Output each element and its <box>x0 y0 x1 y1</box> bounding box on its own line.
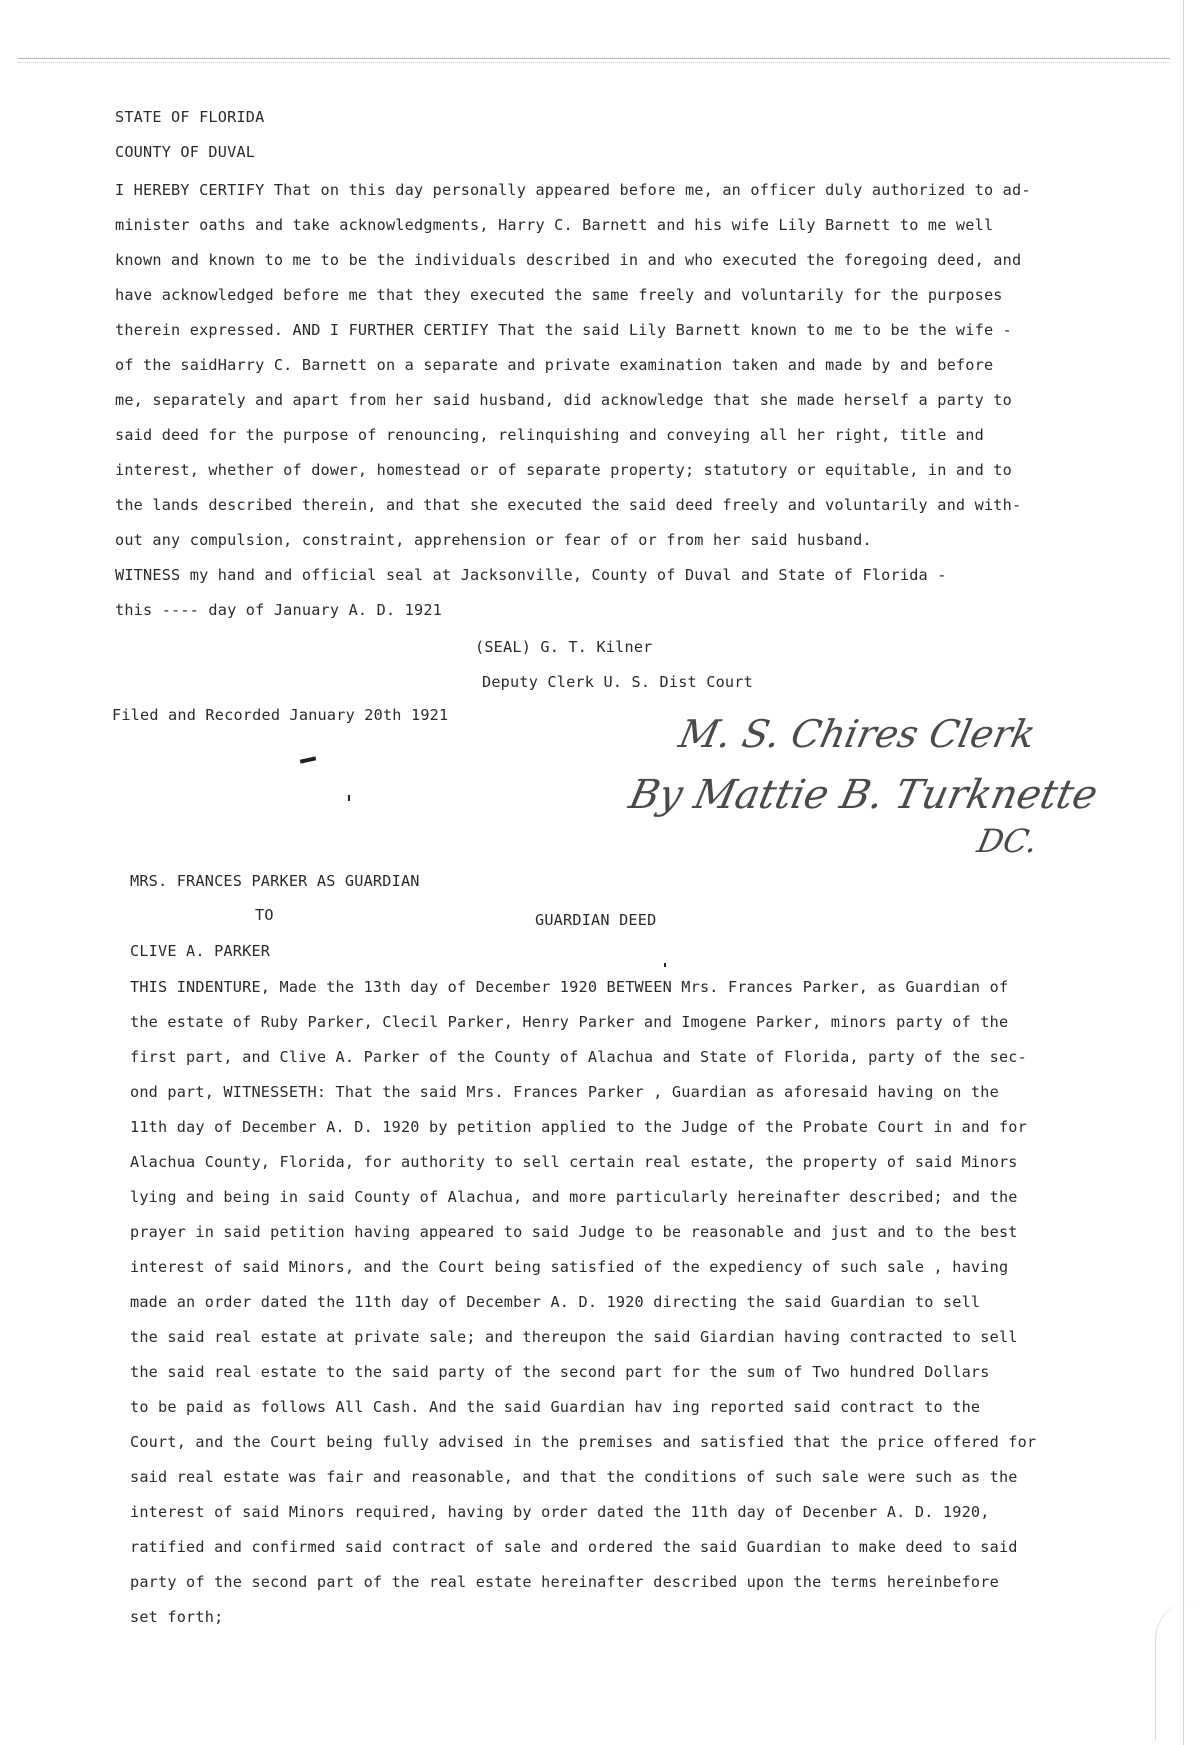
deed-line: Court, and the Court being fully advised in the premises and satisfied that the price offered for <box>130 1433 1037 1451</box>
clerk-signature: M. S. Chires Clerk <box>675 712 1040 756</box>
deed-line: Alachua County, Florida, for authority to sell certain real estate, the property of said Minors <box>130 1153 1018 1171</box>
page-right-edge <box>1183 0 1184 1745</box>
county-heading: COUNTY OF DUVAL <box>115 143 256 161</box>
deed-type-heading: GUARDIAN DEED <box>535 911 657 929</box>
deed-line: the said real estate to the said party of the second part for the sum of Two hundred Dollars <box>130 1363 990 1381</box>
ack-line: this ---- day of January A. D. 1921 <box>115 601 443 619</box>
ack-line: known and known to me to be the individuals described in and who executed the foregoing deed, and <box>115 251 1022 269</box>
top-edge-rule-secondary <box>18 62 1170 63</box>
grantee-heading: CLIVE A. PARKER <box>130 942 271 960</box>
ack-line: have acknowledged before me that they executed the same freely and voluntarily for the purposes <box>115 286 1003 304</box>
deputy-signature: By Mattie B. Turknette <box>625 772 1102 818</box>
deed-line: interest of said Minors required, having by order dated the 11th day of Decenber A. D. 1920, <box>130 1503 990 1521</box>
deed-line: ratified and confirmed said contract of sale and ordered the said Guardian to make deed to said <box>130 1538 1018 1556</box>
grantor-heading: MRS. FRANCES PARKER AS GUARDIAN <box>130 872 420 890</box>
ack-line: WITNESS my hand and official seal at Jacksonville, County of Duval and State of Florida - <box>115 566 947 584</box>
deed-line: the said real estate at private sale; and thereupon the said Giardian having contracted to sell <box>130 1328 1018 1346</box>
ack-line: I HEREBY CERTIFY That on this day personally appeared before me, an officer duly authorized to ad- <box>115 181 1031 199</box>
ack-line: interest, whether of dower, homestead or of separate property; statutory or equitable, in and to <box>115 461 1012 479</box>
ack-line: said deed for the purpose of renouncing, relinquishing and conveying all her right, title and <box>115 426 984 444</box>
deed-line: party of the second part of the real estate hereinafter described upon the terms hereinbefore <box>130 1573 999 1591</box>
deed-line: lying and being in said County of Alachua, and more particularly hereinafter described; and the <box>130 1188 1018 1206</box>
seal-signature-line: (SEAL) G. T. Kilner <box>475 638 653 656</box>
ack-line: out any compulsion, constraint, apprehension or fear of or from her said husband. <box>115 531 872 549</box>
deed-line: THIS INDENTURE, Made the 13th day of December 1920 BETWEEN Mrs. Frances Parker, as Guardian of <box>130 978 1009 996</box>
ack-line: therein expressed. AND I FURTHER CERTIFY That the said Lily Barnett known to me to be the wife - <box>115 321 1012 339</box>
deed-line: interest of said Minors, and the Court being satisfied of the expediency of such sale , having <box>130 1258 1009 1276</box>
ink-dot <box>348 795 350 801</box>
ink-dot <box>664 963 666 967</box>
ack-line: of the saidHarry C. Barnett on a separate and private examination taken and made by and before <box>115 356 994 374</box>
deed-line: set forth; <box>130 1608 224 1626</box>
dc-signature-mark: DC. <box>973 822 1042 860</box>
deed-line: 11th day of December A. D. 1920 by petition applied to the Judge of the Probate Court in and for <box>130 1118 1027 1136</box>
ack-line: me, separately and apart from her said husband, did acknowledge that she made herself a party to <box>115 391 1012 409</box>
page-curl <box>1155 1600 1196 1740</box>
deed-line: to be paid as follows All Cash. And the said Guardian hav ing reported said contract to the <box>130 1398 981 1416</box>
deed-line: said real estate was fair and reasonable, and that the conditions of such sale were such as the <box>130 1468 1018 1486</box>
ack-line: the lands described therein, and that she executed the said deed freely and voluntarily and with- <box>115 496 1022 514</box>
top-edge-rule <box>18 58 1170 59</box>
deed-line: made an order dated the 11th day of December A. D. 1920 directing the said Guardian to sell <box>130 1293 981 1311</box>
deputy-clerk-title: Deputy Clerk U. S. Dist Court <box>482 673 753 691</box>
filed-recorded-line: Filed and Recorded January 20th 1921 <box>112 706 449 724</box>
ack-line: minister oaths and take acknowledgments, Harry C. Barnett and his wife Lily Barnett to me well <box>115 216 994 234</box>
deed-line: the estate of Ruby Parker, Clecil Parker, Henry Parker and Imogene Parker, minors party of the <box>130 1013 1009 1031</box>
deed-line: first part, and Clive A. Parker of the County of Alachua and State of Florida, party of the sec- <box>130 1048 1027 1066</box>
to-heading: TO <box>255 906 274 924</box>
ink-mark <box>300 756 316 763</box>
state-heading: STATE OF FLORIDA <box>115 108 265 126</box>
deed-line: prayer in said petition having appeared to said Judge to be reasonable and just and to the best <box>130 1223 1018 1241</box>
deed-line: ond part, WITNESSETH: That the said Mrs. Frances Parker , Guardian as aforesaid having on the <box>130 1083 999 1101</box>
